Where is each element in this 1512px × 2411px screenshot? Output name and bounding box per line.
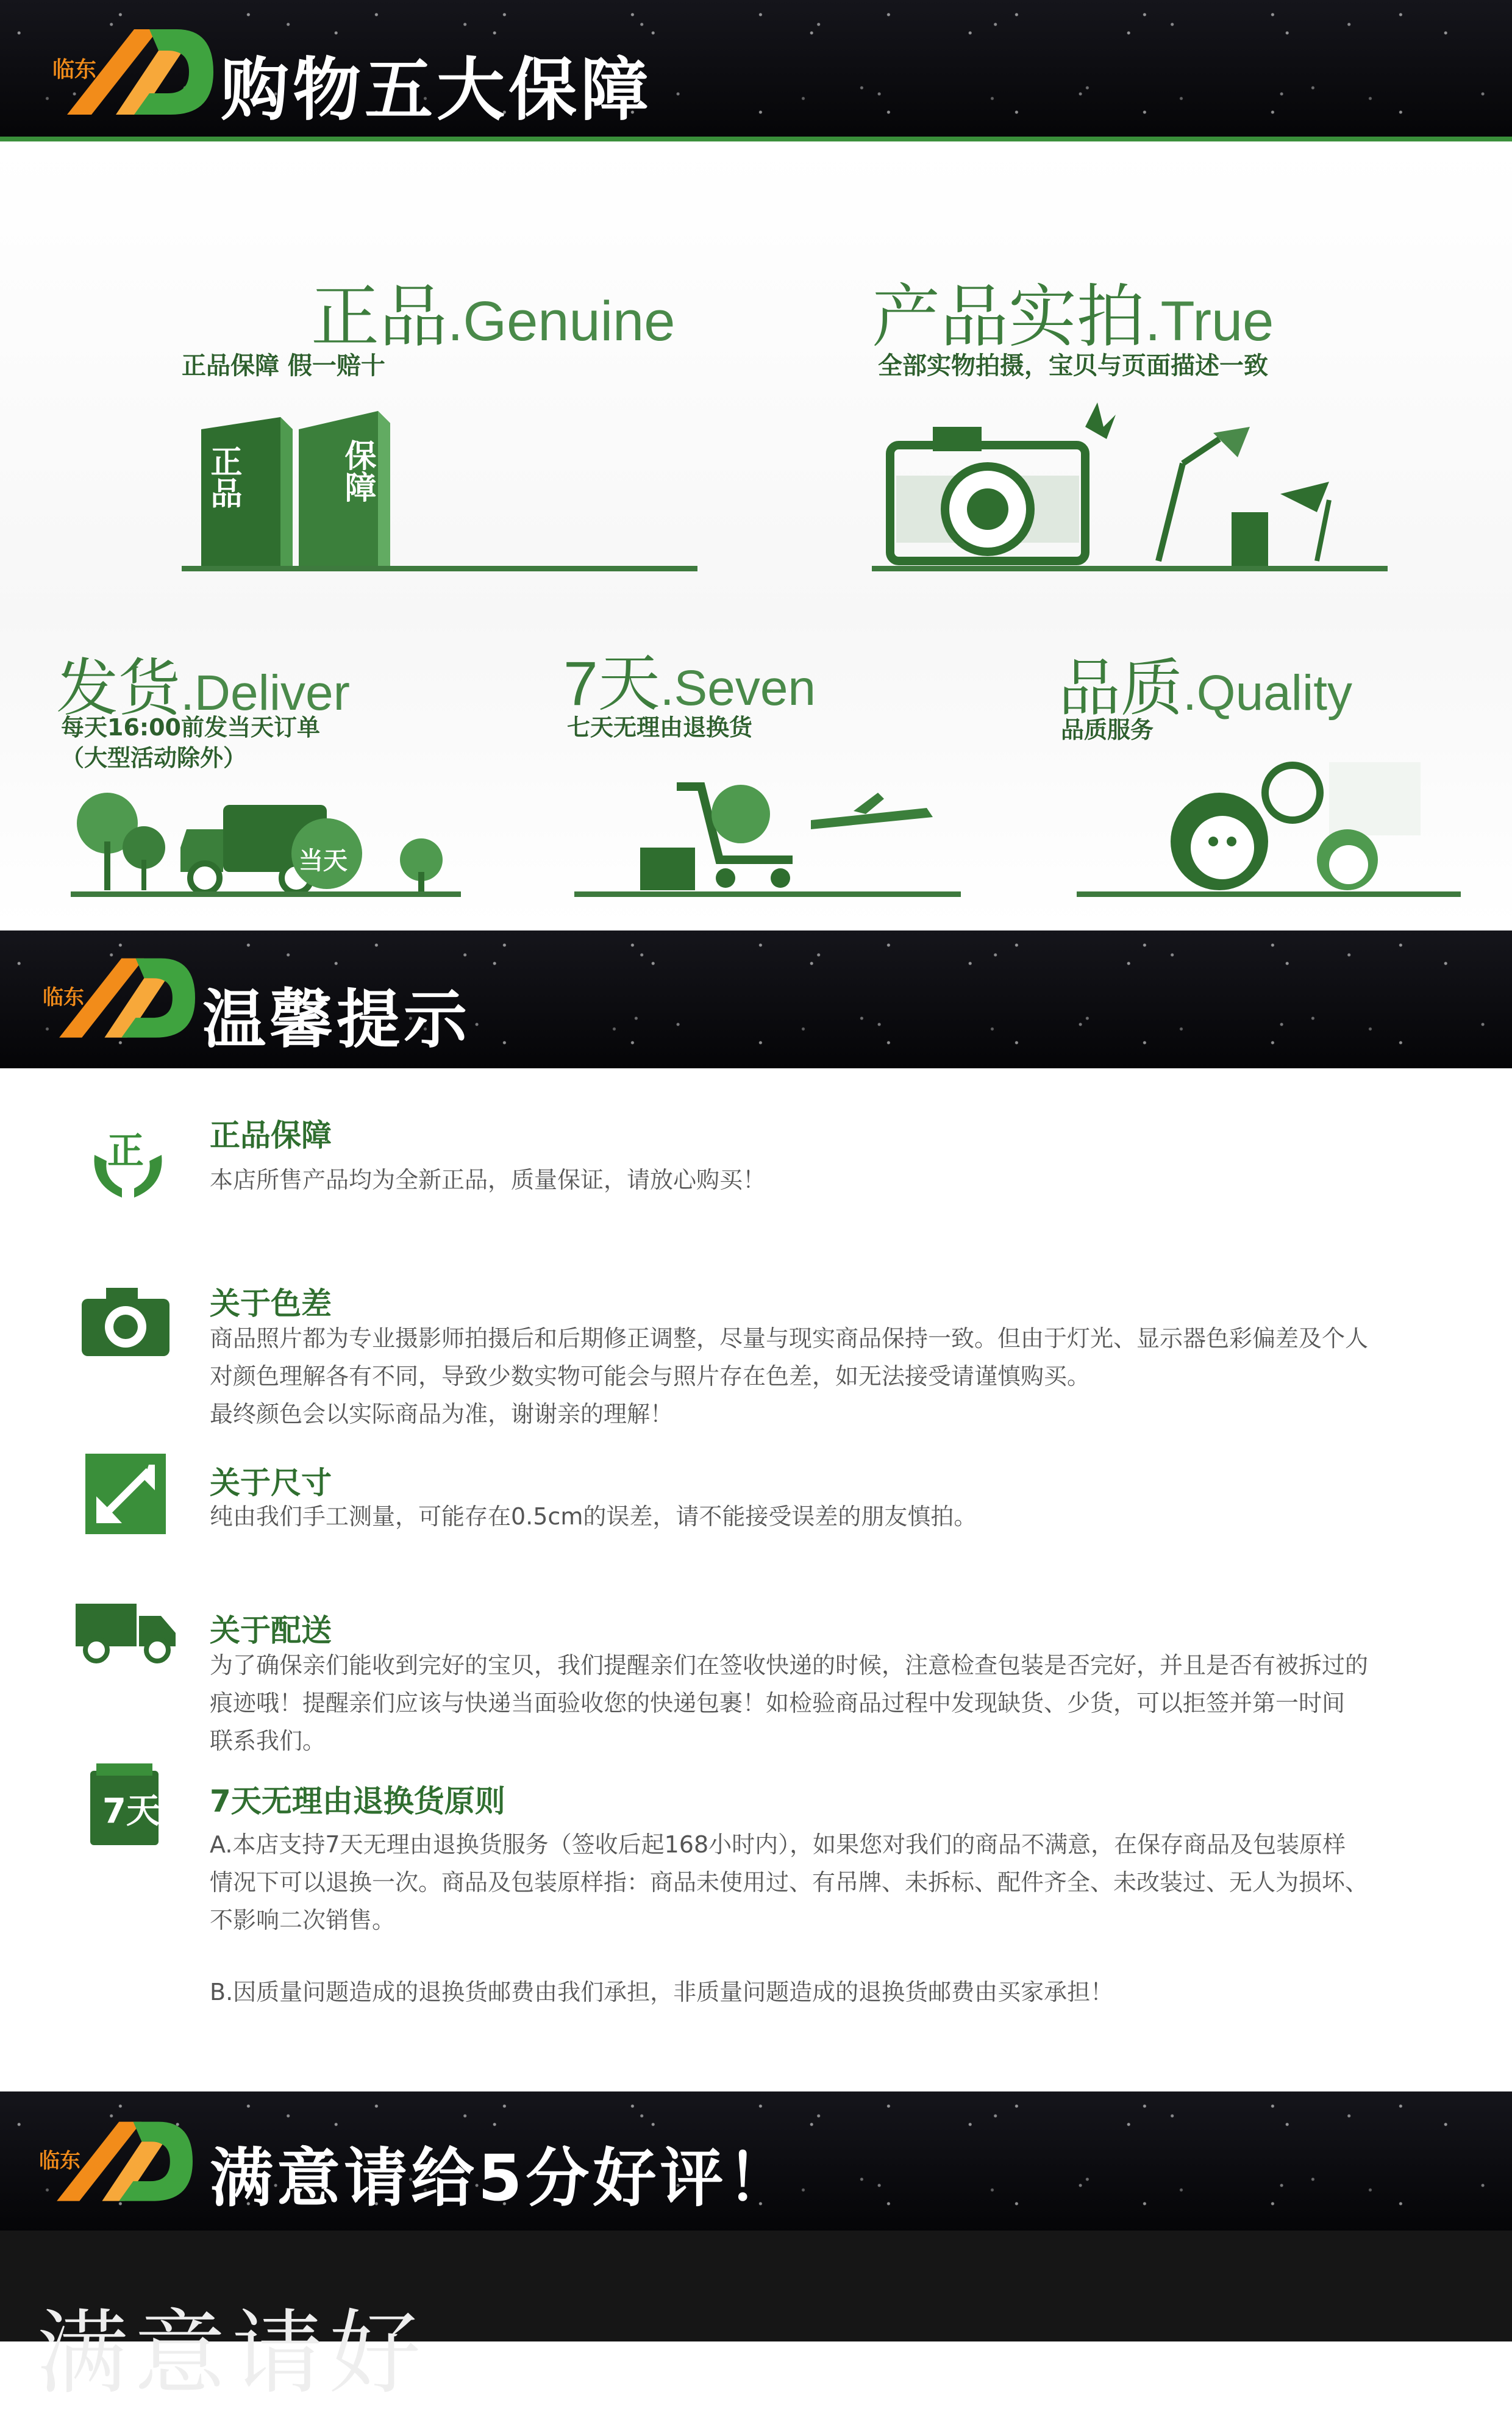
tip-heading: 关于色差: [210, 1286, 332, 1321]
tip-extra-text: B.因质量问题造成的退换货邮费由我们承担，非质量问题造成的退换货邮费由买家承担！: [210, 1979, 1114, 2006]
ground-line: [574, 891, 961, 897]
service-icon: [1110, 762, 1427, 896]
truck-icon: [76, 1604, 176, 1662]
banner-tips: [0, 930, 1512, 1068]
guarantee-title-quality: 品质.Quality: [1058, 654, 1352, 723]
banner-title: 购物五大保障: [221, 51, 652, 130]
logo-text: 临东: [43, 985, 84, 1010]
banner-title: 温馨提示: [202, 982, 471, 1057]
cart-icon: [610, 774, 951, 896]
camera-icon: [82, 1288, 169, 1356]
logo-text: 临东: [52, 57, 97, 82]
ground-line: [1077, 891, 1461, 897]
tip-heading: 关于尺寸: [210, 1465, 332, 1501]
guarantee-sub-quality: 品质服务: [1061, 716, 1154, 743]
ground-line: [71, 891, 461, 897]
logo-text: 临东: [39, 2149, 80, 2173]
banner-guarantees: [0, 0, 1512, 141]
guarantee-title-deliver: 发货.Deliver: [56, 654, 350, 723]
tip-text: 纯由我们手工测量，可能存在0.5cm的误差，请不能接受误差的朋友慎拍。: [210, 1503, 977, 1530]
camera-icon: [884, 402, 1116, 567]
lamp-icon: [1134, 427, 1353, 567]
banner-rating: [0, 2091, 1512, 2232]
banner-divider: [0, 137, 1512, 141]
tip-heading: 关于配送: [210, 1613, 332, 1648]
tower-label-guarantee: 保障: [339, 439, 376, 502]
banner-title: 满意请给5分好评！: [210, 2141, 794, 2215]
tip-text: A.本店支持7天无理由退换货服务（签收后起168小时内），如果您对我们的商品不满意，在保存商品及包装原样 情况下可以退换一次。商品及包装原样指：商品未使用过、有吊牌、未拆标、配件齐全、未改装过、无人为损坏、 不影响二次销售。: [210, 1831, 1369, 1934]
bottom-strip: [0, 2231, 1512, 2407]
resize-arrow-icon: [85, 1454, 166, 1534]
same-day-badge: 当天: [299, 847, 348, 875]
truck-icon: [71, 787, 461, 896]
tip-text: 本店所售产品均为全新正品，质量保证，请放心购买！: [210, 1166, 766, 1193]
guarantee-sub-genuine: 正品保障 假一赔十: [182, 352, 385, 380]
bottom-partial-text: 满意请好: [37, 2301, 427, 2407]
guarantee-sub2-deliver: （大型活动除外）: [61, 745, 247, 771]
tip-heading: 7天无理由退换货原则: [210, 1784, 505, 1819]
guarantee-title-true: 产品实拍.True: [872, 279, 1274, 355]
genuine-hands-glyph: 正: [107, 1130, 144, 1173]
guarantee-sub-deliver: 每天16:00前发当天订单: [61, 714, 320, 741]
ground-line: [872, 566, 1388, 571]
ground-line: [182, 566, 697, 571]
guarantee-sub-seven: 七天无理由退换货: [567, 714, 753, 741]
calendar-7-glyph: 7天: [102, 1791, 160, 1831]
tip-heading: 正品保障: [210, 1118, 332, 1153]
guarantee-title-seven: 7天.Seven: [563, 649, 816, 718]
tip-text: 为了确保亲们能收到完好的宝贝，我们提醒亲们在签收快递的时候，注意检查包装是否完好，并且是否有被拆过的 痕迹哦！提醒亲们应该与快递当面验收您的快递包裹！如检验商品过程中发现缺货、少货，可以拒签并第一时间 联系我们。: [210, 1652, 1369, 1754]
guarantee-sub-true: 全部实物拍摄，宝贝与页面描述一致: [878, 352, 1268, 380]
guarantee-title-genuine: 正品.Genuine: [311, 279, 676, 355]
tower-label-genuine: 正品: [205, 445, 241, 509]
tip-text: 商品照片都为专业摄影师拍摄后和后期修正调整，尽量与现实商品保持一致。但由于灯光、显示器色彩偏差及个人 对颜色理解各有不同，导致少数实物可能会与照片存在色差，如无法接受请谨慎购买。 最终颜色会以实际商品为准，谢谢亲的理解！: [210, 1325, 1369, 1427]
